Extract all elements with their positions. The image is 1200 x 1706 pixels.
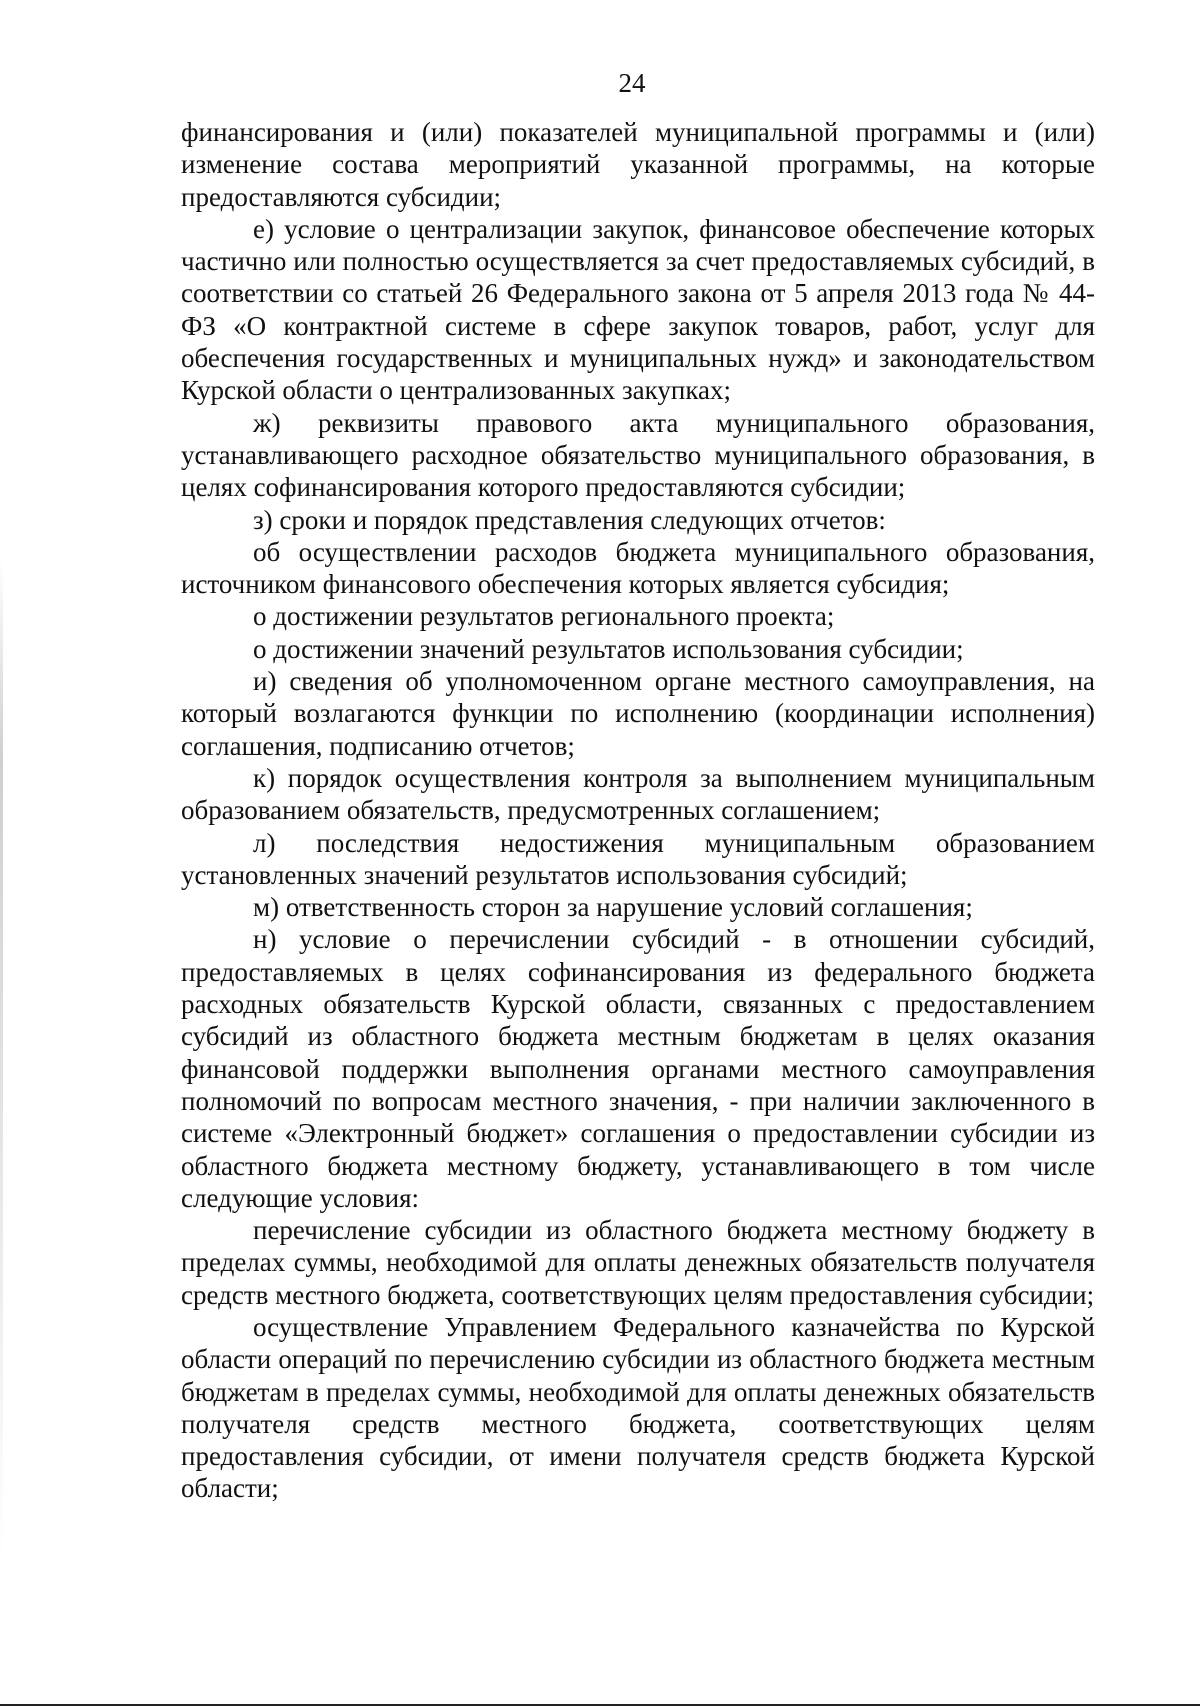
paragraph-item-i: и) сведения об уполномоченном органе местного самоуправления, на который возлагаются функции по исполнению (координации исполнения) соглашения, подписанию отчетов; [181, 666, 1095, 761]
paragraph-item-e: е) условие о централизации закупок, финансовое обеспечение которых частично или полностью осуществляется за счет предоставляемых субсидий, в соответствии со статьей 26 Федерального закона от 5 апреля 2013 года № 44-ФЗ «О контрактной системе в сфере закупок товаров, работ, услуг для обеспечения государственных и муниципальных нужд» и законодательством Курской области о централизованных закупках; [181, 213, 1095, 406]
scan-edge-left [0, 560, 3, 1560]
paragraph-item-n: н) условие о перечислении субсидий - в отношении субсидий, предоставляемых в целях софинансирования из федерального бюджета расходных обязательств Курской области, связанных с предоставлением субсидий из областного бюджета местным бюджетам в целях оказания финансовой поддержки выполнения органами местного самоуправления полномочий по вопросам местного значения, - при наличии заключенного в системе «Электронный бюджет» соглашения о предоставлении субсидии из областного бюджета местному бюджету, устанавливающего в том числе следующие условия: [181, 924, 1095, 1213]
document-body [181, 116, 1095, 1505]
paragraph-report-values: о достижении значений результатов использования субсидии; [253, 633, 964, 664]
paragraph-item-k: к) порядок осуществления контроля за выполнением муниципальным образованием обязательств, предусмотренных соглашением; [181, 762, 1095, 826]
paragraph-report-project: о достижении результатов регионального проекта; [253, 601, 835, 632]
paragraph-report-expenses: об осуществлении расходов бюджета муниципального образования, источником финансового обеспечения которых является субсидия; [181, 536, 1095, 600]
paragraph-item-z: з) сроки и порядок представления следующих отчетов: [253, 504, 886, 535]
paragraph-item-zh: ж) реквизиты правового акта муниципального образования, устанавливающего расходное обязательство муниципального образования, в целях софинансирования которого предоставляются субсидии; [181, 407, 1095, 503]
paragraph-item-m: м) ответственность сторон за нарушение условий соглашения; [253, 892, 973, 923]
paragraph-item-l: л) последствия недостижения муниципальным образованием установленных значений результатов использования субсидий; [181, 827, 1095, 890]
paragraph-condition-transfer: перечисление субсидии из областного бюджета местному бюджету в пределах суммы, необходимой для оплаты денежных обязательств получателя средств местного бюджета, соответствующих целям предоставления субсидии; [181, 1215, 1095, 1310]
paragraph-condition-treasury: осуществление Управлением Федерального казначейства по Курской области операций по перечислению субсидии из областного бюджета местным бюджетам в пределах суммы, необходимой для оплаты денежных обязательств получателя средств местного бюджета, соответствующих целям предоставления субсидии, от имени получателя средств бюджета Курской области; [181, 1311, 1095, 1504]
page-number: 24 [618, 68, 646, 98]
paragraph-continuation: финансирования и (или) показателей муниципальной программы и (или) изменение состава мероприятий указанной программы, на которые предоставляются субсидии; [181, 117, 1095, 212]
